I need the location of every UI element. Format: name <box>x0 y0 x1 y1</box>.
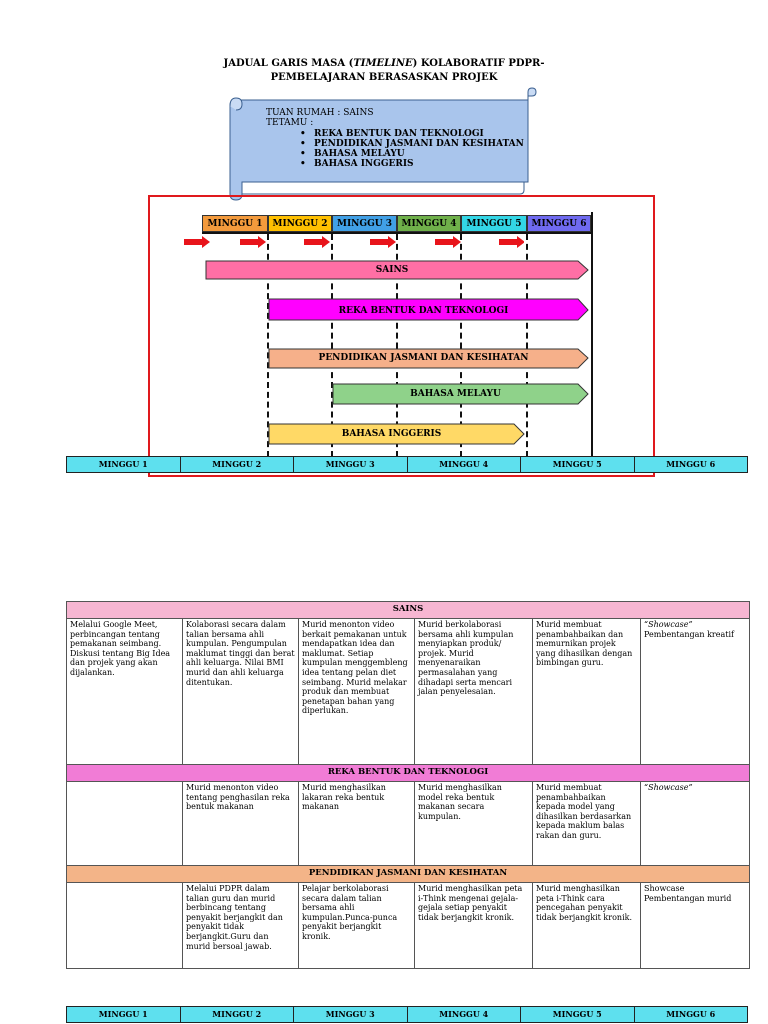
activity-table <box>66 601 750 969</box>
showcase-label: “Showcase” <box>644 620 693 629</box>
week-strip-bottom <box>66 1006 748 1023</box>
bar-label-sains: SAINS <box>375 265 409 275</box>
section-title: PENDIDIKAN JASMANI DAN KESIHATAN <box>67 866 750 883</box>
strip-week: MINGGU 4 <box>408 457 522 472</box>
section-title: REKA BENTUK DAN TEKNOLOGI <box>67 765 750 782</box>
table-cell: Kolaborasi secara dalam talian bersama ahli kumpulan. Pengumpulan maklumat tinggi dan berat ahli keluarga. Nilai BMI murid dan ahli keluarga ditentukan. <box>183 619 299 765</box>
table-cell: Murid menonton video tentang penghasilan reka bentuk makanan <box>183 782 299 866</box>
title-italic: TIMELINE <box>353 58 413 69</box>
table-cell <box>641 619 750 765</box>
strip-week: MINGGU 3 <box>294 1007 408 1022</box>
table-cell: Murid berkolaborasi bersama ahli kumpulan menyiapkan produk/ projek. Murid menyenaraikan permasalahan yang dihadapi serta mencari jalan penyelesaian. <box>415 619 533 765</box>
guest-item: • PENDIDIKAN JASMANI DAN KESIHATAN <box>300 139 524 149</box>
strip-week: MINGGU 2 <box>181 457 295 472</box>
red-arrow-icon <box>370 236 396 248</box>
host-label: TUAN RUMAH : SAINS <box>266 108 374 118</box>
red-arrow-icon <box>435 236 461 248</box>
bar-label-bi: BAHASA INGGERIS <box>341 429 442 439</box>
page-title <box>0 58 768 70</box>
week-strip-top <box>66 456 748 473</box>
red-arrow-icon <box>184 236 210 248</box>
table-cell: Murid menonton video berkait pemakanan untuk mendapatkan idea dan maklumat. Setiap kumpulan menggembleng idea tentang pelan diet seimbang. Murid melakar produk dan membuat penetapan bahan yang diperlukan. <box>299 619 415 765</box>
scroll-banner <box>224 86 542 202</box>
strip-week: MINGGU 5 <box>521 1007 635 1022</box>
strip-week: MINGGU 6 <box>666 1009 716 1019</box>
week-header-6: MINGGU 6 <box>527 215 591 232</box>
bar-label-pjk: PENDIDIKAN JASMANI DAN KESIHATAN <box>318 353 529 363</box>
showcase-detail: Pembentangan kreatif <box>644 629 734 639</box>
strip-week: MINGGU 4 <box>408 1007 522 1022</box>
red-arrow-icon <box>499 236 524 248</box>
week-header-5: MINGGU 5 <box>461 215 527 232</box>
red-arrow-icon <box>240 236 266 248</box>
progress-arrows <box>184 236 524 250</box>
section-header-reka <box>67 765 750 782</box>
guest-item: • BAHASA MELAYU <box>300 149 524 159</box>
guests-label: TETAMU : <box>266 118 314 128</box>
bar-label-reka: REKA BENTUK DAN TEKNOLOGI <box>338 306 509 316</box>
showcase-label: Showcase <box>644 884 685 893</box>
week-header-1: MINGGU 1 <box>202 215 268 232</box>
table-cell: Murid menghasilkan lakaran reka bentuk makanan <box>299 782 415 866</box>
strip-week: MINGGU 6 <box>666 459 716 469</box>
week-header-3: MINGGU 3 <box>332 215 397 232</box>
table-cell <box>67 782 183 866</box>
table-cell: Murid menghasilkan model reka bentuk makanan secara kumpulan. <box>415 782 533 866</box>
table-cell: “Showcase” <box>641 782 750 866</box>
table-cell: Murid membuat penambahbaikan dan memurnikan projek yang dihasilkan dengan bimbingan guru. <box>533 619 641 765</box>
strip-week: MINGGU 1 <box>67 457 181 472</box>
bar-label-bm: BAHASA MELAYU <box>410 389 501 399</box>
table-cell: Murid menghasilkan peta i-Think cara pencegahan penyakit tidak berjangkit kronik. <box>533 883 641 969</box>
section-title: SAINS <box>67 602 750 619</box>
table-cell: Murid membuat penambahbaikan kepada model yang dihasilkan berdasarkan kepada maklum balas rakan dan guru. <box>533 782 641 866</box>
week-header-4: MINGGU 4 <box>397 215 461 232</box>
strip-week: MINGGU 2 <box>181 1007 295 1022</box>
table-cell: Melalui Google Meet, perbincangan tentang pemakanan seimbang. Diskusi tentang Big Idea dan projek yang akan dijalankan. <box>67 619 183 765</box>
table-row <box>67 883 750 969</box>
title-prefix: JADUAL GARIS MASA ( <box>223 58 354 69</box>
guest-item: • REKA BENTUK DAN TEKNOLOGI <box>300 129 524 139</box>
table-row <box>67 782 750 866</box>
table-row <box>67 619 750 765</box>
section-header-pjk <box>67 866 750 883</box>
page-subtitle: PEMBELAJARAN BERASASKAN PROJEK <box>270 72 498 83</box>
strip-week: MINGGU 5 <box>521 457 635 472</box>
table-cell: Pelajar berkolaborasi secara dalam talian bersama ahli kumpulan.Punca-punca penyakit berjangkit kronik. <box>299 883 415 969</box>
week-header-2: MINGGU 2 <box>268 215 332 232</box>
table-cell: Melalui PDPR dalam talian guru dan murid berbincang tentang penyakit berjangkit dan penyakit tidak berjangkit.Guru dan murid bersoal jawab. <box>183 883 299 969</box>
red-arrow-icon <box>304 236 330 248</box>
table-cell: Murid menghasilkan peta i-Think mengenai gejala-gejala setiap penyakit tidak berjangkit kronik. <box>415 883 533 969</box>
showcase-detail: Pembentangan murid <box>644 893 732 903</box>
table-cell <box>67 883 183 969</box>
strip-week: MINGGU 3 <box>294 457 408 472</box>
section-header-sains <box>67 602 750 619</box>
guest-list <box>300 129 524 169</box>
title-suffix: ) KOLABORATIF PDPR- <box>412 58 545 69</box>
table-cell <box>641 883 750 969</box>
strip-week: MINGGU 1 <box>67 1007 181 1022</box>
guest-item: • BAHASA INGGERIS <box>300 159 524 169</box>
